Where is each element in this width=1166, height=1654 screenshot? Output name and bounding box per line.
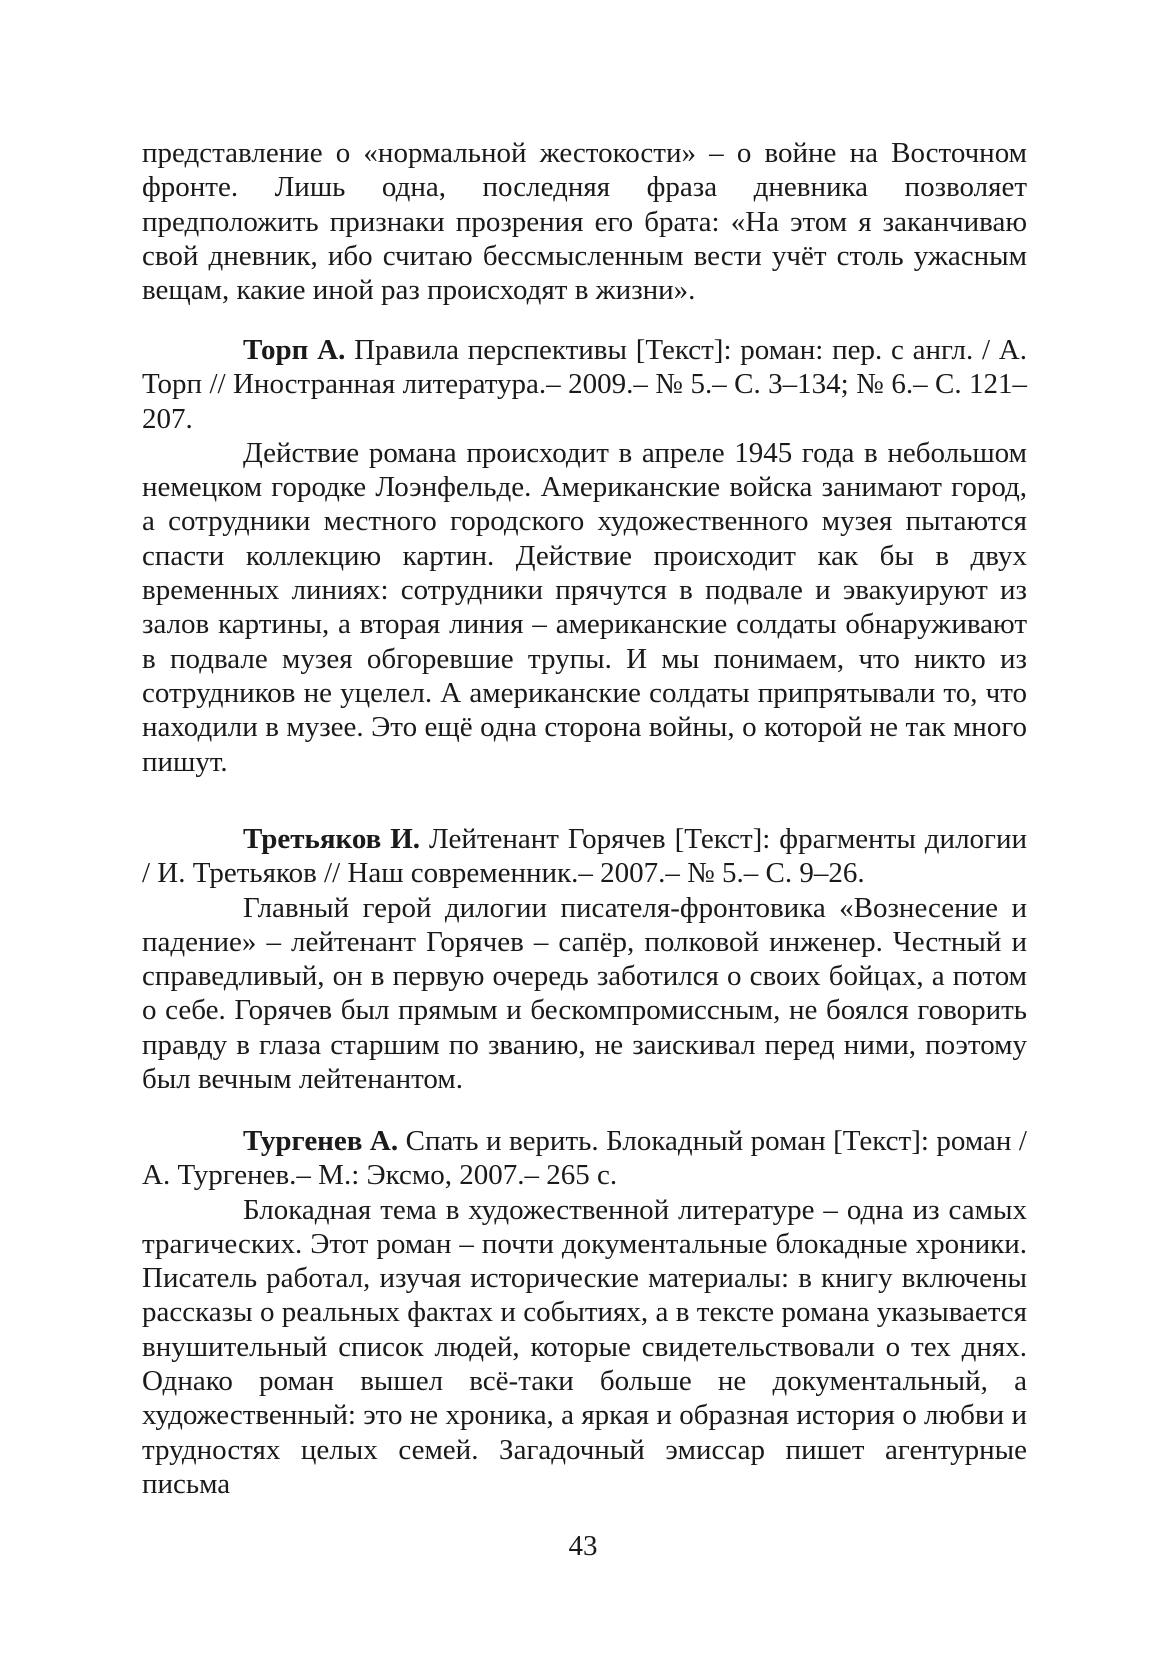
continuation-block bbox=[142, 136, 1027, 307]
entry-citation-text: Правила перспективы [Текст]: роман: пер. с англ. / А. Торп // Иностранная литература.– 2009.– № 5.– С. 3–134; № 6.– С. 121–207. bbox=[142, 334, 1027, 435]
page-number: 43 bbox=[568, 1530, 598, 1562]
entry-torp bbox=[142, 333, 1027, 779]
entry-author: Тургенев А. bbox=[243, 1125, 399, 1157]
entry-annotation: Действие романа происходит в апреле 1945 года в небольшом немецком городке Лоэнфельде. Американские войска занимают город, а сотрудники местного городского художественного музея пытаются спасти коллекцию картин. Действие происходит как бы в двух временных линиях: сотрудники прячутся в подвале и эвакуируют из залов картины, а вторая линия – американские солдаты обнаруживают в подвале музея обгоревшие трупы. И мы понимаем, что никто из сотрудников не уцелел. А американские солдаты припрятывали то, что находили в музее. Это ещё одна сторона войны, о которой не так много пишут. bbox=[142, 436, 1027, 778]
entry-tretyakov bbox=[142, 822, 1027, 1096]
entry-turgenev bbox=[142, 1124, 1027, 1501]
entry-citation bbox=[142, 822, 1027, 891]
entry-citation bbox=[142, 333, 1027, 436]
entry-citation-text: Лейтенант Горячев [Текст]: фрагменты дилогии / И. Третьяков // Наш современник.– 2007.– № 5.– С. 9–26. bbox=[142, 823, 1027, 890]
entry-author: Торп А. bbox=[243, 334, 346, 366]
entry-annotation: Блокадная тема в художественной литературе – одна из самых трагических. Этот роман – почти документальные блокадные хроники. Писатель работал, изучая исторические материалы: в книгу включены рассказы о реальных фактах и событиях, а в тексте романа указывается внушительный список людей, которые свидетельствовали о тех днях. Однако роман вышел всё-таки больше не документальный, а художественный: это не хроника, а яркая и образная история о любви и трудностях целых семей. Загадочный эмиссар пишет агентурные письма bbox=[142, 1193, 1027, 1500]
continuation-paragraph: представление о «нормальной жестокости» – о войне на Восточном фронте. Лишь одна, последняя фраза дневника позволяет предположить признаки прозрения его брата: «На этом я заканчиваю свой дневник, ибо считаю бессмысленным вести учёт столь ужасным вещам, какие иной раз происходят в жизни». bbox=[142, 137, 1027, 307]
entry-citation bbox=[142, 1124, 1027, 1193]
entry-author: Третьяков И. bbox=[243, 823, 421, 855]
entry-citation-text: Спать и верить. Блокадный роман [Текст]: роман / А. Тургенев.– М.: Эксмо, 2007.– 265 с. bbox=[142, 1125, 1027, 1192]
entry-annotation: Главный герой дилогии писателя-фронтовика «Вознесение и падение» – лейтенант Горячев – сапёр, полковой инженер. Честный и справедливый, он в первую очередь заботился о своих бойцах, а потом о себе. Горячев был прямым и бескомпромиссным, не боялся говорить правду в глаза старшим по званию, не заискивал перед ними, поэтому был вечным лейтенантом. bbox=[142, 891, 1027, 1096]
